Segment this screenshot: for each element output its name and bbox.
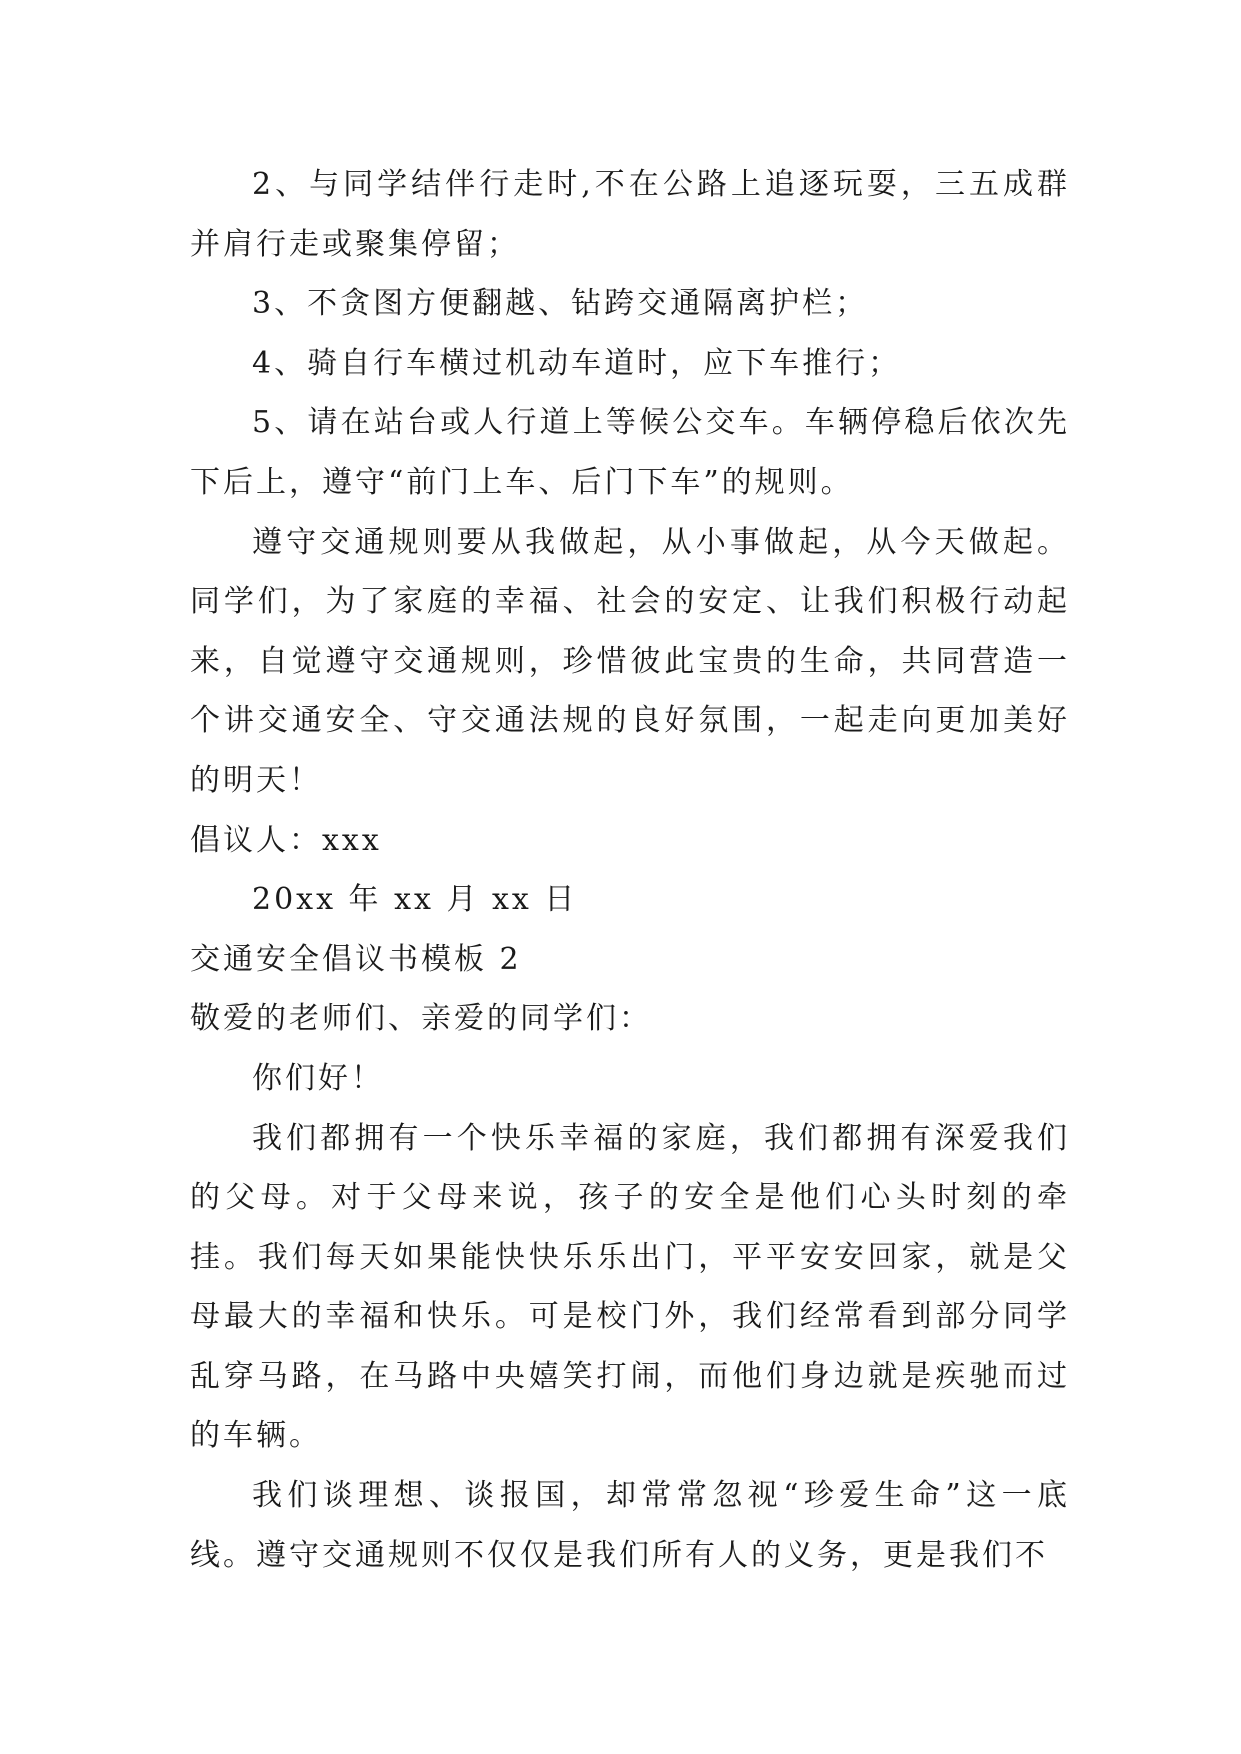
paragraph-cherish-life: 我们谈理想、谈报国，却常常忽视“珍爱生命”这一底线。遵守交通规则不仅仅是我们所有人的义务，更是我们不	[190, 1478, 1070, 1573]
greeting: 你们好！	[252, 1060, 384, 1096]
proposer-signature: 倡议人：xxx	[190, 822, 382, 858]
paragraph-family-safety: 我们都拥有一个快乐幸福的家庭，我们都拥有深爱我们的父母。对于父母来说，孩子的安全是他们心头时刻的牵挂。我们每天如果能快快乐乐出门，平平安安回家，就是父母最大的幸福和快乐。可是校门外，我们经常看到部分同学乱穿马路，在马路中央嬉笑打闹，而他们身边就是疾驰而过的车辆。	[190, 1120, 1070, 1454]
paragraph-rule-5: 5、请在站台或人行道上等候公交车。车辆停稳后依次先下后上，遵守“前门上车、后门下车”的规则。	[190, 405, 1070, 500]
document-body	[190, 155, 1070, 1585]
paragraph-rule-4: 4、骑自行车横过机动车道时，应下车推行；	[252, 345, 902, 381]
paragraph-rule-2: 2、与同学结伴行走时,不在公路上追逐玩耍，三五成群并肩行走或聚集停留；	[190, 167, 1070, 262]
paragraph-conclusion: 遵守交通规则要从我做起，从小事做起，从今天做起。同学们，为了家庭的幸福、社会的安定、让我们积极行动起来，自觉遵守交通规则，珍惜彼此宝贵的生命，共同营造一个讲交通安全、守交通法规的良好氛围，一起走向更加美好的明天！	[190, 524, 1070, 798]
paragraph-rule-3: 3、不贪图方便翻越、钻跨交通隔离护栏；	[252, 286, 869, 322]
date-line: 20xx 年 xx 月 xx 日	[252, 882, 578, 918]
salutation: 敬爱的老师们、亲爱的同学们：	[190, 1001, 652, 1037]
section-title: 交通安全倡议书模板 2	[190, 941, 522, 977]
